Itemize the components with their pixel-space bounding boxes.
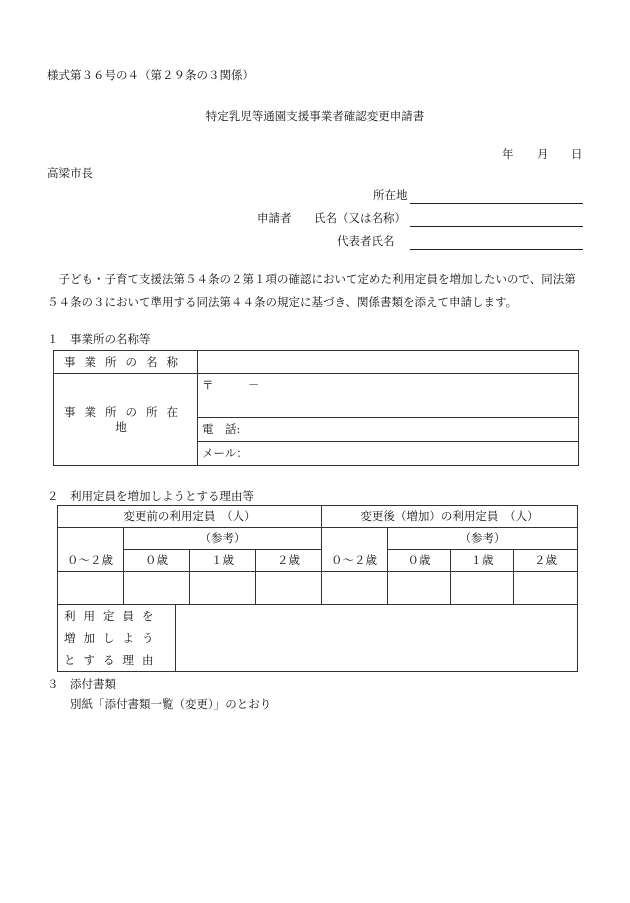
applicant-location-label: 所在地	[373, 188, 408, 202]
before-age-1-label: １歳	[190, 550, 256, 572]
before-capacity-header: 変更前の利用定員 （人）	[58, 506, 322, 528]
document-title: 特定乳児等通園支援事業者確認変更申請書	[205, 109, 425, 123]
after-age-2-label: ２歳	[514, 550, 578, 572]
attachments-content: 別紙「添付書類一覧（変更）」のとおり	[70, 697, 272, 711]
applicant-location-field[interactable]	[410, 203, 583, 204]
after-age-1-label: １歳	[451, 550, 514, 572]
after-age-0-label: ０歳	[388, 550, 451, 572]
after-total-field[interactable]	[322, 572, 388, 605]
facility-table	[53, 350, 579, 466]
before-age-2-field[interactable]	[256, 572, 322, 605]
section1-heading: １ 事業所の名称等	[47, 332, 151, 346]
before-age-0-label: ０歳	[124, 550, 190, 572]
facility-email-field[interactable]: メール：	[198, 442, 579, 466]
reason-table	[57, 604, 578, 672]
capacity-input-table	[57, 571, 578, 605]
facility-name-field[interactable]	[198, 351, 579, 374]
representative-label: 代表者氏名	[337, 234, 395, 248]
addressee: 高梁市長	[47, 166, 93, 180]
capacity-table	[57, 505, 578, 572]
after-age-2-field[interactable]	[514, 572, 578, 605]
facility-name-label: 事業所の名称	[54, 351, 198, 374]
facility-address-label: 事業所の所在地	[54, 374, 198, 466]
facility-phone-field[interactable]: 電 話:	[198, 418, 579, 442]
after-age-total-label: ０～２歳	[331, 553, 377, 567]
date-year-label: 年	[502, 147, 514, 161]
representative-field[interactable]	[410, 249, 583, 250]
after-age-1-field[interactable]	[451, 572, 514, 605]
facility-postal-field[interactable]: 〒 －	[198, 374, 579, 418]
before-age-total-label: ０～２歳	[67, 553, 113, 567]
before-reference-label: （参考）	[124, 528, 322, 550]
section3-heading: ３ 添付書類	[47, 677, 116, 691]
before-total-field[interactable]	[58, 572, 124, 605]
before-age-2-label: ２歳	[256, 550, 322, 572]
body-paragraph: 子ども・子育て支援法第５４条の２第１項の確認において定めた利用定員を増加したいので、同法第５４条の３において準用する同法第４４条の規定に基づき、関係書類を添えて申請します。	[47, 272, 576, 309]
before-age-0-field[interactable]	[124, 572, 190, 605]
before-age-1-field[interactable]	[190, 572, 256, 605]
reason-label: 利用定員を増加しようとする理由	[58, 605, 176, 672]
date-month-label: 月	[537, 147, 549, 161]
after-reference-label: （参考）	[388, 528, 578, 550]
section2-heading: ２ 利用定員を増加しようとする理由等	[47, 489, 254, 503]
after-capacity-header: 変更後（増加）の利用定員 （人）	[322, 506, 578, 528]
after-age-0-field[interactable]	[388, 572, 451, 605]
applicant-name-field[interactable]	[410, 226, 583, 227]
date-day-label: 日	[571, 147, 583, 161]
applicant-label: 申請者	[257, 211, 292, 225]
applicant-name-label: 氏名（又は名称）	[314, 211, 406, 225]
form-number: 様式第３６号の４（第２９条の３関係）	[47, 68, 254, 82]
reason-field[interactable]	[176, 605, 578, 672]
